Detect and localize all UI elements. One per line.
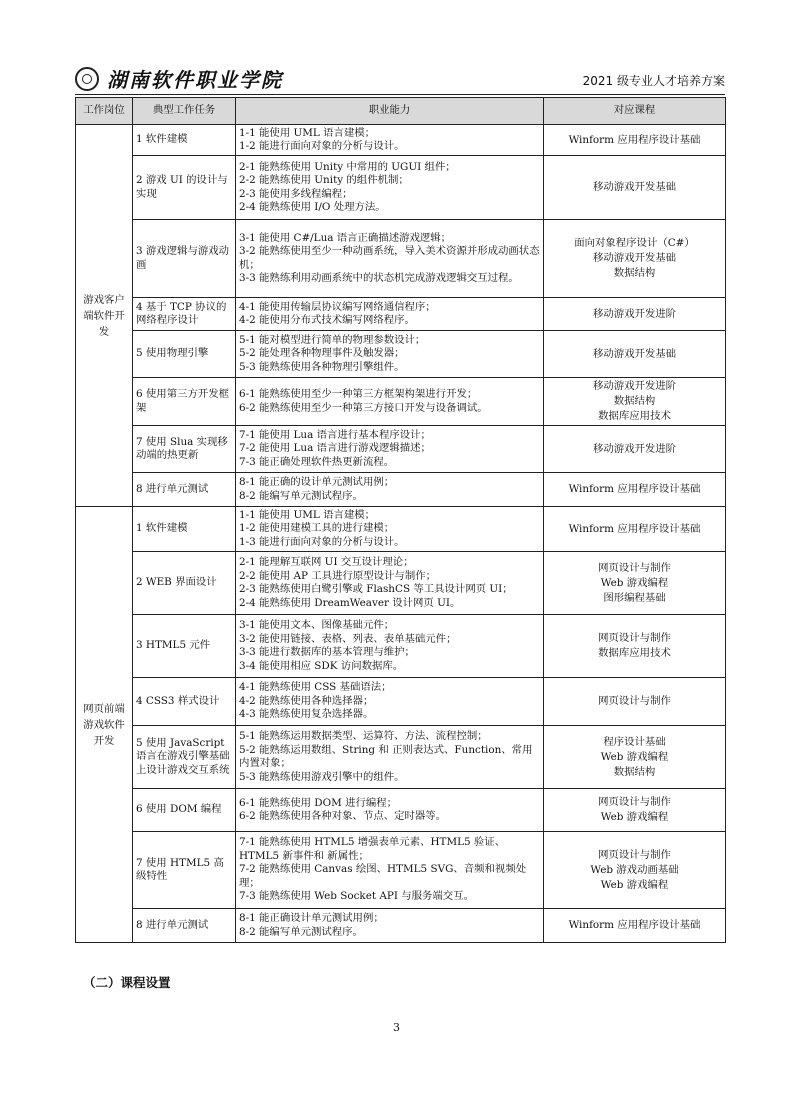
ability-item: 8-2 能编写单元测试程序。 — [239, 925, 363, 938]
ability-item: 4-2 能熟练使用各种选择器； — [239, 694, 374, 707]
ability-item: 6-2 能熟练使用各种对象、节点、定时器等。 — [239, 810, 447, 822]
ability-cell — [236, 378, 544, 426]
table-row — [76, 615, 726, 678]
ability-item: 1-2 能进行面向对象的分析与设计。 — [239, 140, 405, 152]
course-item: 移动游戏开发基础 — [592, 252, 677, 264]
course-item: 移动游戏开发进阶 — [592, 442, 677, 455]
table-row — [76, 298, 726, 331]
table-row — [76, 125, 726, 156]
course-item: Winform 应用程序设计基础 — [568, 133, 701, 146]
ability-cell — [236, 909, 544, 943]
table-row — [76, 220, 726, 298]
course-cell — [544, 473, 726, 507]
header-ability: 职业能力 — [236, 98, 544, 125]
course-cell — [544, 678, 726, 726]
ability-item: 1-1 能使用 UML 语言建模； — [239, 508, 376, 521]
table-row — [76, 156, 726, 220]
course-cell — [544, 726, 726, 789]
task-cell: 5 使用 JavaScript 语言在游戏引擎基础上设计游戏交互系统 — [133, 726, 236, 789]
task-cell: 2 WEB 界面设计 — [133, 552, 236, 615]
course-cell — [544, 507, 726, 552]
header-post: 工作岗位 — [76, 98, 133, 125]
course-item: 网页设计与制作 — [598, 561, 671, 574]
ability-item: 3-4 能使用相应 SDK 访问数据库。 — [239, 659, 404, 672]
job-ability-course-table — [75, 97, 726, 943]
ability-item: 1-2 能使用建模工具的进行建模； — [239, 522, 395, 535]
course-item: 数据结构 — [613, 765, 656, 778]
course-item: 移动游戏开发进阶 — [592, 307, 677, 320]
ability-cell — [236, 156, 544, 220]
course-item: Web 游戏动画基础 — [590, 863, 679, 876]
course-item: Winform 应用程序设计基础 — [568, 522, 701, 535]
task-cell: 4 CSS3 样式设计 — [133, 678, 236, 726]
ability-item: 7-3 能熟练使用 Web Socket API 与服务端交互。 — [239, 890, 474, 903]
table-row — [76, 789, 726, 832]
course-item: 程序设计基础 — [603, 735, 666, 748]
page-header — [75, 62, 725, 95]
course-item: Web 游戏编程 — [600, 878, 669, 891]
ability-item: 6-1 能熟练使用 DOM 进行编程； — [239, 796, 398, 809]
post-cell: 游戏客户端软件开发 — [76, 125, 133, 507]
table-row — [76, 473, 726, 507]
course-cell — [544, 156, 726, 220]
ability-cell — [236, 615, 544, 678]
table-row — [76, 909, 726, 943]
ability-item: 6-1 能熟练使用至少一种第三方框架构架进行开发； — [239, 388, 478, 400]
ability-item: 4-2 能使用分布式技术编写网络程序。 — [239, 314, 415, 326]
task-cell: 1 软件建模 — [133, 507, 236, 552]
ability-item: 7-2 能使用 Lua 语言进行游戏逻辑描述； — [239, 442, 431, 455]
ability-item: 8-1 能正确的设计单元测试用例； — [239, 476, 395, 488]
ability-item: 5-3 能熟练使用游戏引擎中的组件。 — [239, 770, 405, 783]
ability-item: 7-1 能熟练使用 HTML5 增强表单元素、HTML5 验证、HTML5 新事件和 新属性； — [239, 836, 506, 862]
ability-cell — [236, 678, 544, 726]
ability-item: 2-3 能使用多线程编程； — [239, 187, 353, 200]
course-cell — [544, 789, 726, 832]
course-item: Web 游戏编程 — [600, 576, 669, 589]
ability-item: 7-3 能正确处理软件热更新流程。 — [239, 455, 395, 468]
ability-item: 8-2 能编写单元测试程序。 — [239, 489, 363, 502]
task-cell: 8 进行单元测试 — [133, 473, 236, 507]
ability-item: 4-3 能熟练使用复杂选择器。 — [239, 708, 374, 721]
table-row — [76, 507, 726, 552]
ability-cell — [236, 220, 544, 298]
course-item: 移动游戏开发基础 — [592, 181, 677, 193]
table-row — [76, 678, 726, 726]
ability-item: 1-1 能使用 UML 语言建模； — [239, 126, 376, 139]
course-cell — [544, 378, 726, 426]
ability-cell — [236, 832, 544, 909]
ability-cell — [236, 426, 544, 473]
course-item: 图形编程基础 — [603, 591, 666, 604]
ability-item: 3-2 能使用链接、表格、列表、表单基础元件； — [239, 632, 457, 645]
ability-item: 2-1 能理解互联网 UI 交互设计理论； — [239, 556, 414, 568]
ability-item: 3-3 能熟练利用动画系统中的状态机完成游戏逻辑交互过程。 — [239, 272, 519, 284]
course-cell — [544, 909, 726, 943]
ability-item: 2-4 能熟练使用 I/O 处理方法。 — [239, 201, 386, 213]
task-cell: 8 进行单元测试 — [133, 909, 236, 943]
ability-item: 4-1 能使用传输层协议编写网络通信程序； — [239, 300, 436, 313]
course-item: Winform 应用程序设计基础 — [568, 483, 701, 495]
task-cell: 4 基于 TCP 协议的网络程序设计 — [133, 298, 236, 331]
table-row — [76, 726, 726, 789]
header-course: 对应课程 — [544, 98, 726, 125]
course-item: Web 游戏编程 — [600, 811, 669, 823]
course-cell — [544, 220, 726, 298]
course-item: 数据结构 — [613, 395, 656, 407]
course-cell — [544, 298, 726, 331]
post-cell: 网页前端游戏软件开发 — [76, 507, 133, 943]
task-cell: 6 使用第三方开发框架 — [133, 378, 236, 426]
ability-item: 7-1 能使用 Lua 语言进行基本程序设计； — [239, 428, 431, 441]
course-cell — [544, 331, 726, 378]
ability-item: 2-1 能熟练使用 Unity 中常用的 UGUI 组件； — [239, 160, 456, 173]
ability-cell — [236, 789, 544, 832]
course-item: 数据结构 — [613, 267, 656, 279]
course-cell — [544, 615, 726, 678]
ability-item: 3-1 能使用文本、图像基础元件； — [239, 619, 395, 631]
course-item: 数据库应用技术 — [598, 647, 671, 659]
task-cell: 2 游戏 UI 的设计与实现 — [133, 156, 236, 220]
header-task: 典型工作任务 — [133, 98, 236, 125]
table-row — [76, 426, 726, 473]
task-cell: 7 使用 Slua 实现移动端的热更新 — [133, 426, 236, 473]
task-cell: 7 使用 HTML5 高级特性 — [133, 832, 236, 909]
course-item: Winform 应用程序设计基础 — [568, 919, 701, 931]
ability-cell — [236, 473, 544, 507]
course-item: 移动游戏开发基础 — [592, 347, 677, 360]
ability-item: 7-2 能熟练使用 Canvas 绘图、HTML5 SVG、音频和视频处理； — [239, 863, 527, 889]
task-cell: 6 使用 DOM 编程 — [133, 789, 236, 832]
ability-item: 8-1 能正确设计单元测试用例； — [239, 912, 384, 924]
ability-cell — [236, 125, 544, 156]
ability-cell — [236, 552, 544, 615]
ability-item: 2-4 能熟练使用 DreamWeaver 设计网页 UI。 — [239, 596, 461, 609]
section-title: （二）课程设置 — [83, 975, 171, 990]
ability-item: 3-1 能使用 C#/Lua 语言正确描述游戏逻辑； — [239, 231, 452, 244]
ability-item: 5-2 能熟练运用数组、String 和 正则表达式、Function、常用内置对象； — [239, 743, 533, 769]
table-row — [76, 378, 726, 426]
ability-item: 4-1 能熟练使用 CSS 基础语法； — [239, 681, 392, 694]
table-row — [76, 552, 726, 615]
course-cell — [544, 552, 726, 615]
ability-item: 5-1 能熟练运用数据类型、运算符、方法、流程控制； — [239, 730, 488, 742]
document-title: 2021 级专业人才培养方案 — [582, 74, 725, 88]
task-cell: 3 游戏逻辑与游戏动画 — [133, 220, 236, 298]
school-logo — [75, 64, 283, 93]
task-cell: 3 HTML5 元件 — [133, 615, 236, 678]
course-item: 数据库应用技术 — [598, 410, 671, 422]
table-row — [76, 331, 726, 378]
ability-item: 2-3 能熟练使用白鹭引擎或 FlashCS 等工具设计网页 UI； — [239, 583, 513, 595]
course-item: 网页设计与制作 — [598, 848, 671, 861]
ability-item: 2-2 能熟练使用 Unity 的组件机制； — [239, 174, 409, 186]
course-item: 网页设计与制作 — [598, 695, 671, 707]
course-cell — [544, 125, 726, 156]
ability-item: 3-3 能进行数据库的基本管理与维护； — [239, 646, 415, 658]
school-seal-icon — [75, 67, 99, 91]
ability-item: 5-1 能对模型进行简单的物理参数设计； — [239, 333, 426, 346]
ability-item: 2-2 能使用 AP 工具进行原型设计与制作； — [239, 569, 436, 582]
table-header-row — [76, 98, 726, 125]
ability-item: 6-2 能熟练使用至少一种第三方接口开发与设备调试。 — [239, 401, 488, 414]
school-name: 湖南软件职业学院 — [107, 68, 283, 92]
course-cell — [544, 832, 726, 909]
ability-cell — [236, 331, 544, 378]
task-cell: 5 使用物理引擎 — [133, 331, 236, 378]
table-row — [76, 832, 726, 909]
course-item: Web 游戏编程 — [600, 750, 669, 763]
ability-item: 5-3 能熟练使用各种物理引擎组件。 — [239, 360, 405, 373]
ability-cell — [236, 507, 544, 552]
ability-item: 3-2 能熟练使用至少一种动画系统，导入美术资源并形成动画状态机； — [239, 245, 540, 271]
task-cell: 1 软件建模 — [133, 125, 236, 156]
page-number: 3 — [393, 1021, 400, 1034]
ability-item: 5-2 能处理各种物理事件及触发器； — [239, 347, 405, 360]
ability-cell — [236, 726, 544, 789]
course-item: 网页设计与制作 — [598, 632, 671, 644]
ability-cell — [236, 298, 544, 331]
ability-item: 1-3 能进行面向对象的分析与设计。 — [239, 535, 405, 548]
course-item: 移动游戏开发进阶 — [592, 380, 677, 392]
course-item: 面向对象程序设计（C#） — [574, 237, 695, 249]
course-item: 网页设计与制作 — [598, 796, 671, 808]
course-cell — [544, 426, 726, 473]
